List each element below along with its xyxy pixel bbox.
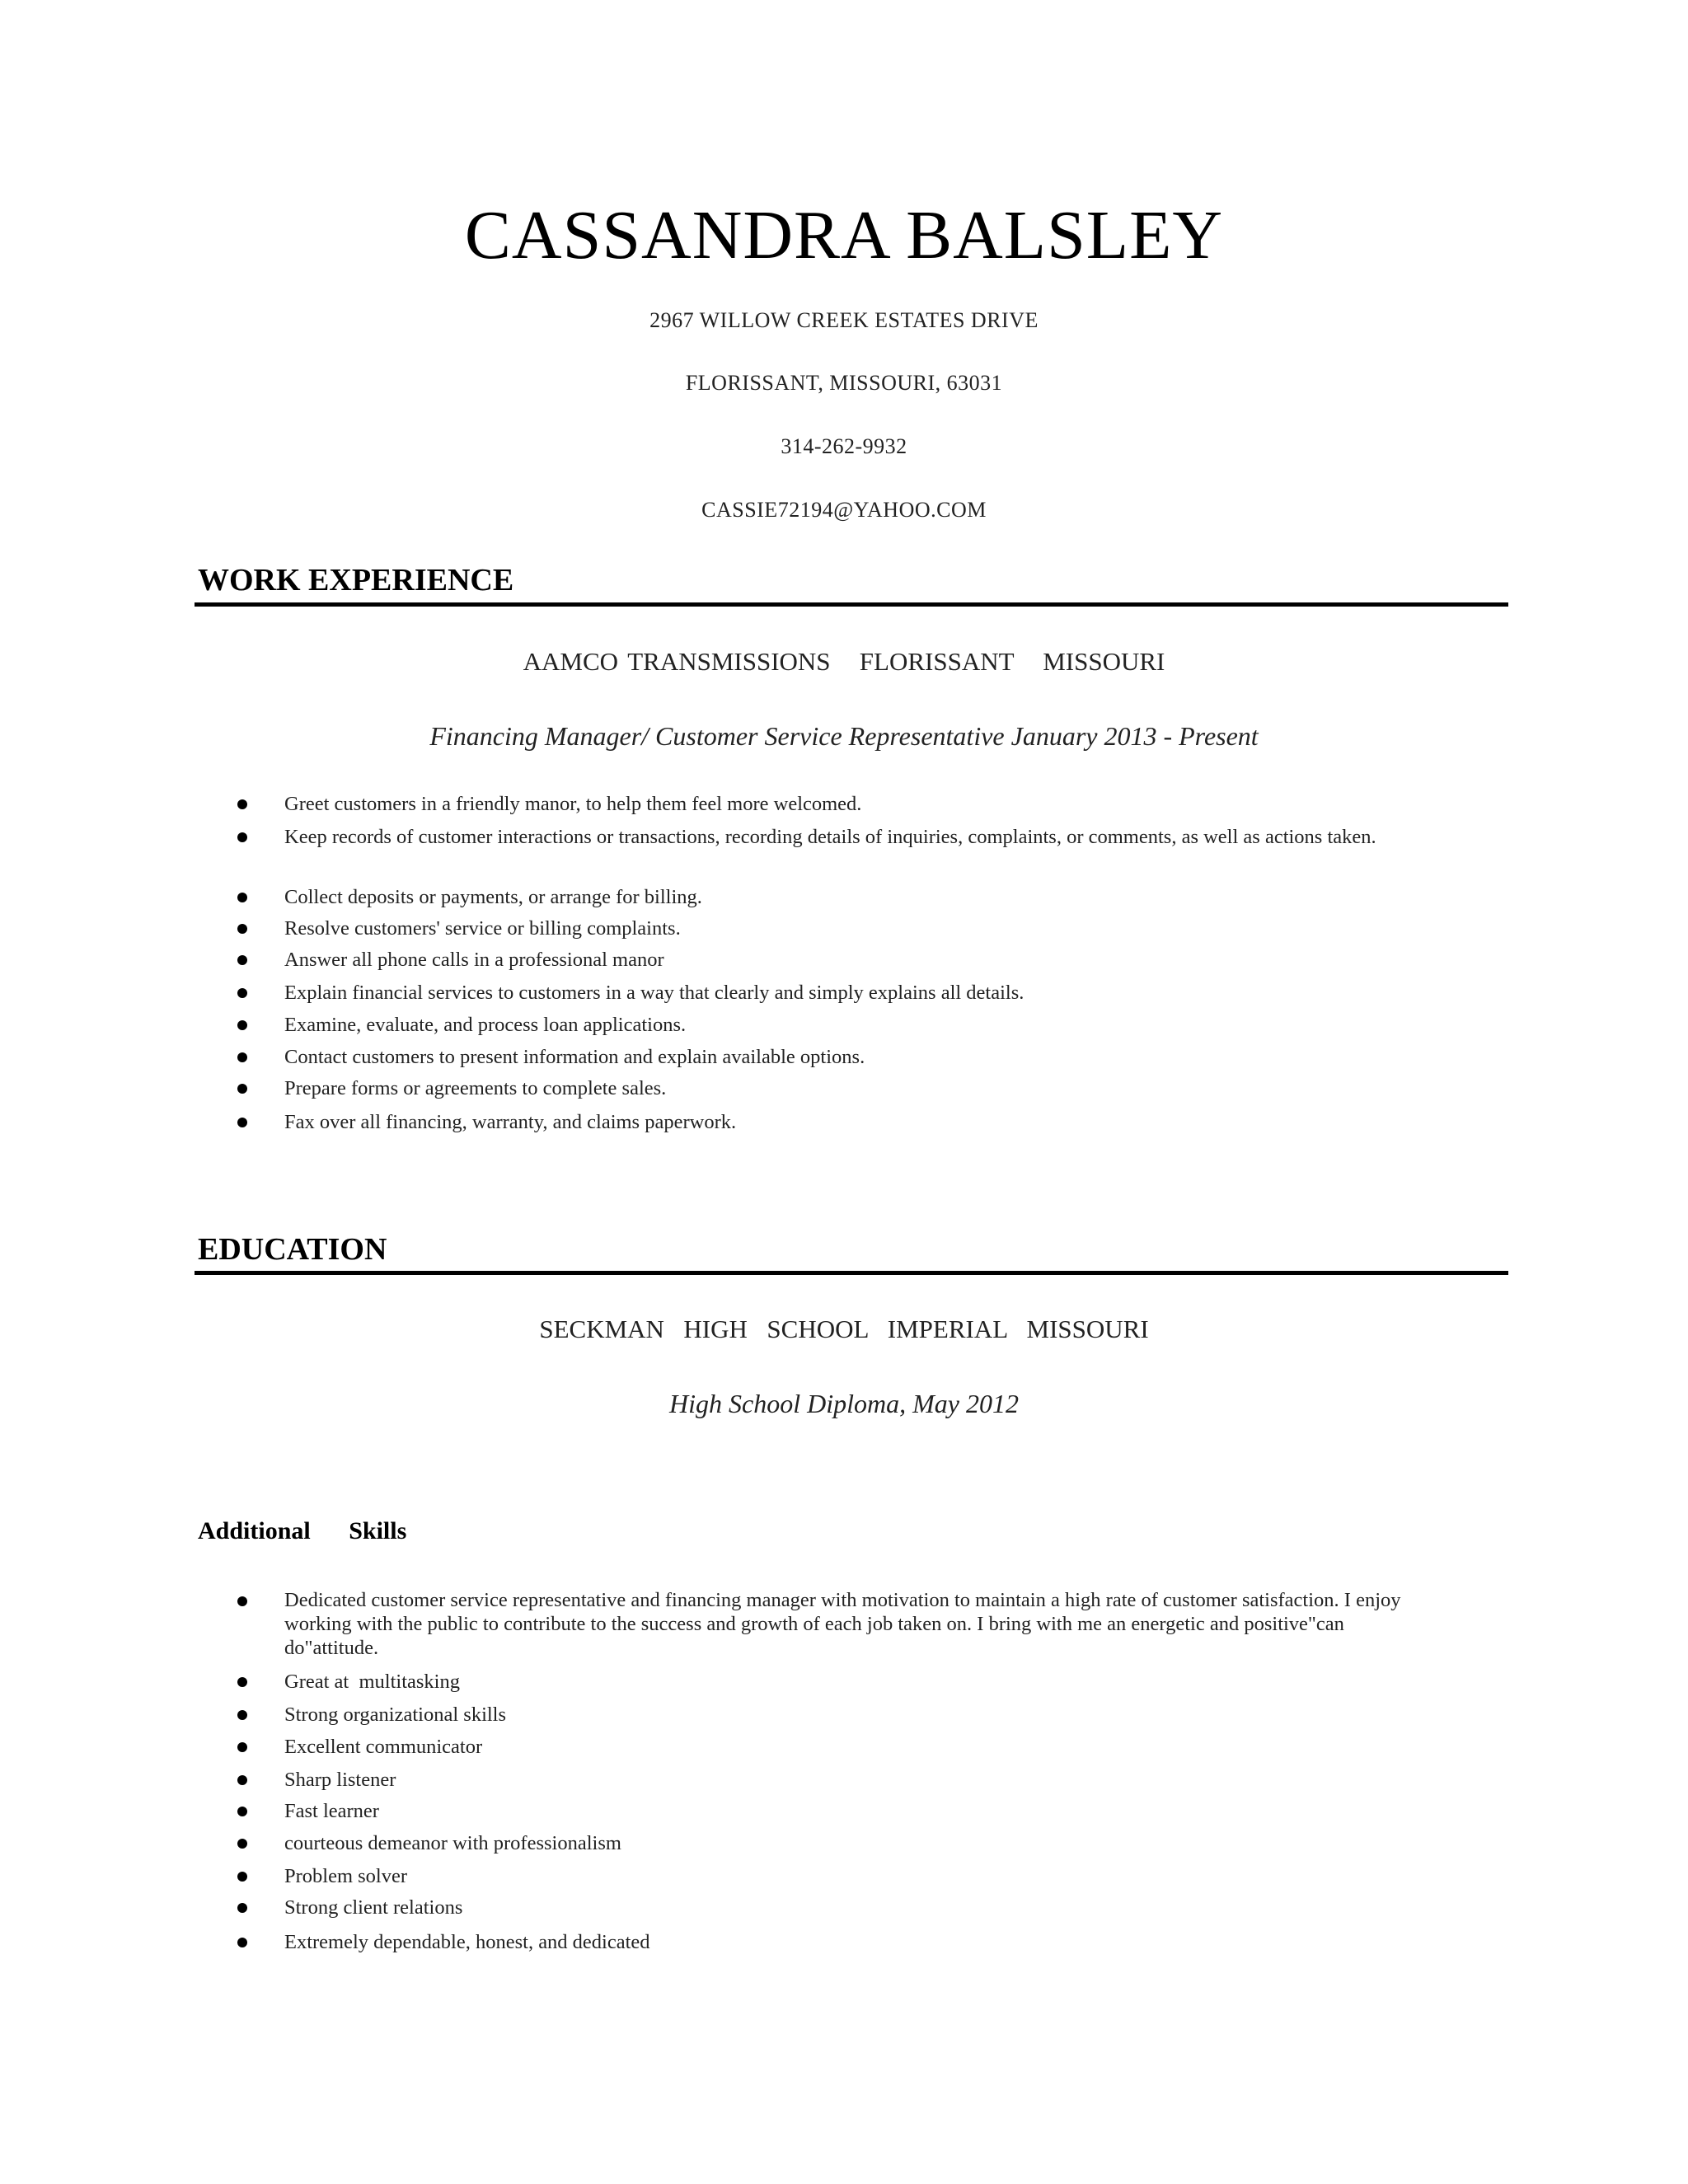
school-name: SECKMAN HIGH SCHOOL IMPERIAL MISSOURI xyxy=(539,1315,1149,1343)
education-heading: EDUCATION xyxy=(198,1232,387,1267)
list-item: courteous demeanor with professionalism xyxy=(284,1832,621,1854)
bullet-icon xyxy=(237,1710,247,1720)
list-item: Collect deposits or payments, or arrange for billing. xyxy=(284,886,702,908)
bullet-icon xyxy=(237,1742,247,1752)
bullet-icon xyxy=(237,1020,247,1030)
list-item: Sharp listener xyxy=(284,1769,396,1791)
list-item: Strong client relations xyxy=(284,1896,463,1919)
bullet-icon xyxy=(237,832,247,842)
list-item: Fast learner xyxy=(284,1800,379,1822)
work-experience-heading: WORK EXPERIENCE xyxy=(198,563,514,598)
list-item: Problem solver xyxy=(284,1865,408,1887)
bullet-icon xyxy=(237,988,247,998)
email-address: CASSIE72194@YAHOO.COM xyxy=(701,498,987,522)
list-item: Excellent communicator xyxy=(284,1736,483,1758)
bullet-icon xyxy=(237,1807,247,1816)
bullet-icon xyxy=(237,893,247,902)
bullet-icon xyxy=(237,1118,247,1127)
list-item: Greet customers in a friendly manor, to help them feel more welcomed. xyxy=(284,793,862,815)
list-item: Dedicated customer service representative and financing manager with motivation to maintain a high rate of customer satisfaction. I enjoy working with the public to contribute to the success and growth of each job taken on. I bring with me an energetic and positive"can do"attitude. xyxy=(284,1589,1401,1659)
bullet-icon xyxy=(237,924,247,934)
bullet-icon xyxy=(237,1839,247,1849)
address-line-1: 2967 WILLOW CREEK ESTATES DRIVE xyxy=(649,308,1039,332)
address-line-2: FLORISSANT, MISSOURI, 63031 xyxy=(685,371,1003,395)
job-title: Financing Manager/ Customer Service Representative January 2013 - Present xyxy=(429,721,1259,751)
bullet-icon xyxy=(237,1677,247,1687)
list-item: Contact customers to present information and explain available options. xyxy=(284,1046,865,1068)
work-experience-divider xyxy=(195,602,1508,607)
list-item: Strong organizational skills xyxy=(284,1704,507,1726)
list-item: Fax over all financing, warranty, and claims paperwork. xyxy=(284,1111,737,1133)
list-item: Examine, evaluate, and process loan applications. xyxy=(284,1014,687,1036)
phone-number: 314-262-9932 xyxy=(781,434,907,458)
bullet-icon xyxy=(237,1903,247,1913)
list-item: Extremely dependable, honest, and dedicated xyxy=(284,1931,650,1953)
employer-name: AAMCO TRANSMISSIONS FLORISSANT MISSOURI xyxy=(523,647,1165,676)
list-item: Explain financial services to customers in a way that clearly and simply explains all details. xyxy=(284,982,1025,1004)
degree: High School Diploma, May 2012 xyxy=(669,1389,1019,1418)
bullet-icon xyxy=(237,1872,247,1882)
list-item: Keep records of customer interactions or transactions, recording details of inquiries, complaints, or comments, as well as actions taken. xyxy=(284,826,1376,848)
bullet-icon xyxy=(237,955,247,965)
list-item: Prepare forms or agreements to complete sales. xyxy=(284,1077,667,1099)
bullet-icon xyxy=(237,1084,247,1094)
bullet-icon xyxy=(237,1938,247,1947)
candidate-name: CASSANDRA BALSLEY xyxy=(464,197,1224,274)
education-divider xyxy=(195,1271,1508,1275)
list-item: Answer all phone calls in a professional manor xyxy=(284,949,664,971)
bullet-icon xyxy=(237,1052,247,1062)
list-item: Resolve customers' service or billing complaints. xyxy=(284,917,681,940)
list-item: Great at multitasking xyxy=(284,1671,460,1693)
bullet-icon xyxy=(237,1775,247,1785)
bullet-icon xyxy=(237,1596,247,1606)
bullet-icon xyxy=(237,799,247,809)
additional-skills-heading: Additional Skills xyxy=(198,1517,407,1544)
